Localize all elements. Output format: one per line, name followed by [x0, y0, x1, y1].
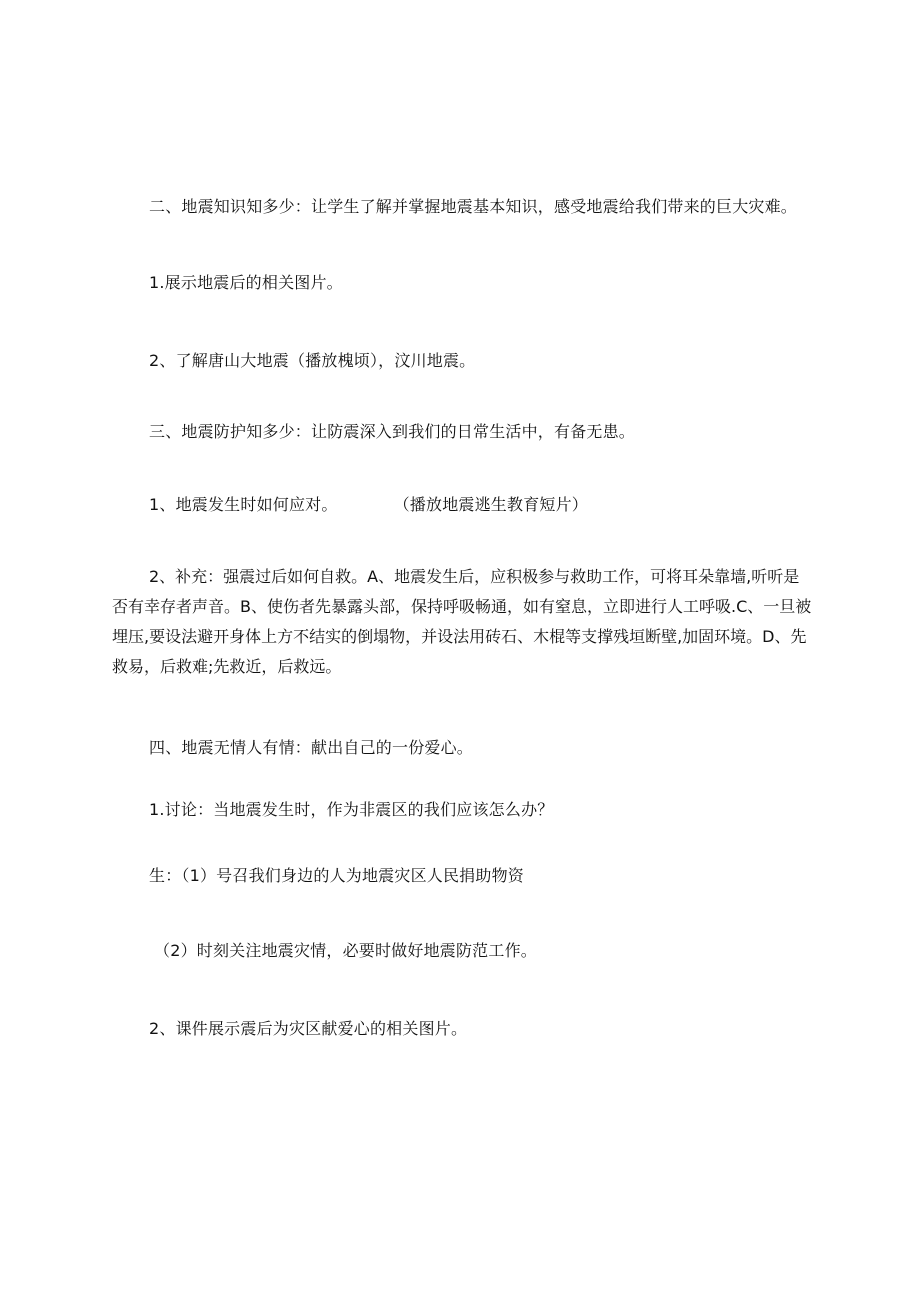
section-4-answer-1: 生：（1）号召我们身边的人为地震灾区人民捐助物资 — [149, 866, 524, 885]
section-3-item-1 — [149, 494, 588, 516]
section-2-item-2: 2、了解唐山大地震（播放槐顷），汶川地震。 — [149, 351, 476, 370]
item-text: 1、地震发生时如何应对。 — [149, 495, 338, 514]
section-4-heading: 四、地震无情人有情：献出自己的一份爱心。 — [149, 738, 474, 757]
section-4-answer-2: （2）时刻关注地震灾情，必要时做好地震防范工作。 — [154, 941, 537, 960]
item-aside: （播放地震逃生教育短片） — [393, 495, 588, 514]
paragraph-text: 2、补充：强震过后如何自救。A、地震发生后，应积极参与救助工作，可将耳朵靠墙,听听是否有幸存者声音。B、使伤者先暴露头部，保持呼吸畅通，如有窒息，立即进行人工呼吸.C、一旦被埋压,要设法避开身体上方不结实的倒塌物，并设法用砖石、木棍等支撑残垣断壁,加固环境。D、先救易，后救难;先救近，后救远。 — [112, 567, 812, 676]
section-4-item-2: 2、课件展示震后为灾区献爱心的相关图片。 — [149, 1019, 468, 1038]
section-3-heading: 三、地震防护知多少：让防震深入到我们的日常生活中，有备无患。 — [149, 422, 636, 441]
section-3-item-2-paragraph — [112, 562, 812, 682]
section-4-item-1: 1.讨论：当地震发生时，作为非震区的我们应该怎么办？ — [149, 800, 554, 819]
section-2-item-1: 1.展示地震后的相关图片。 — [149, 273, 343, 292]
section-2-heading: 二、地震知识知多少：让学生了解并掌握地震基本知识，感受地震给我们带来的巨大灾难。 — [149, 197, 798, 216]
